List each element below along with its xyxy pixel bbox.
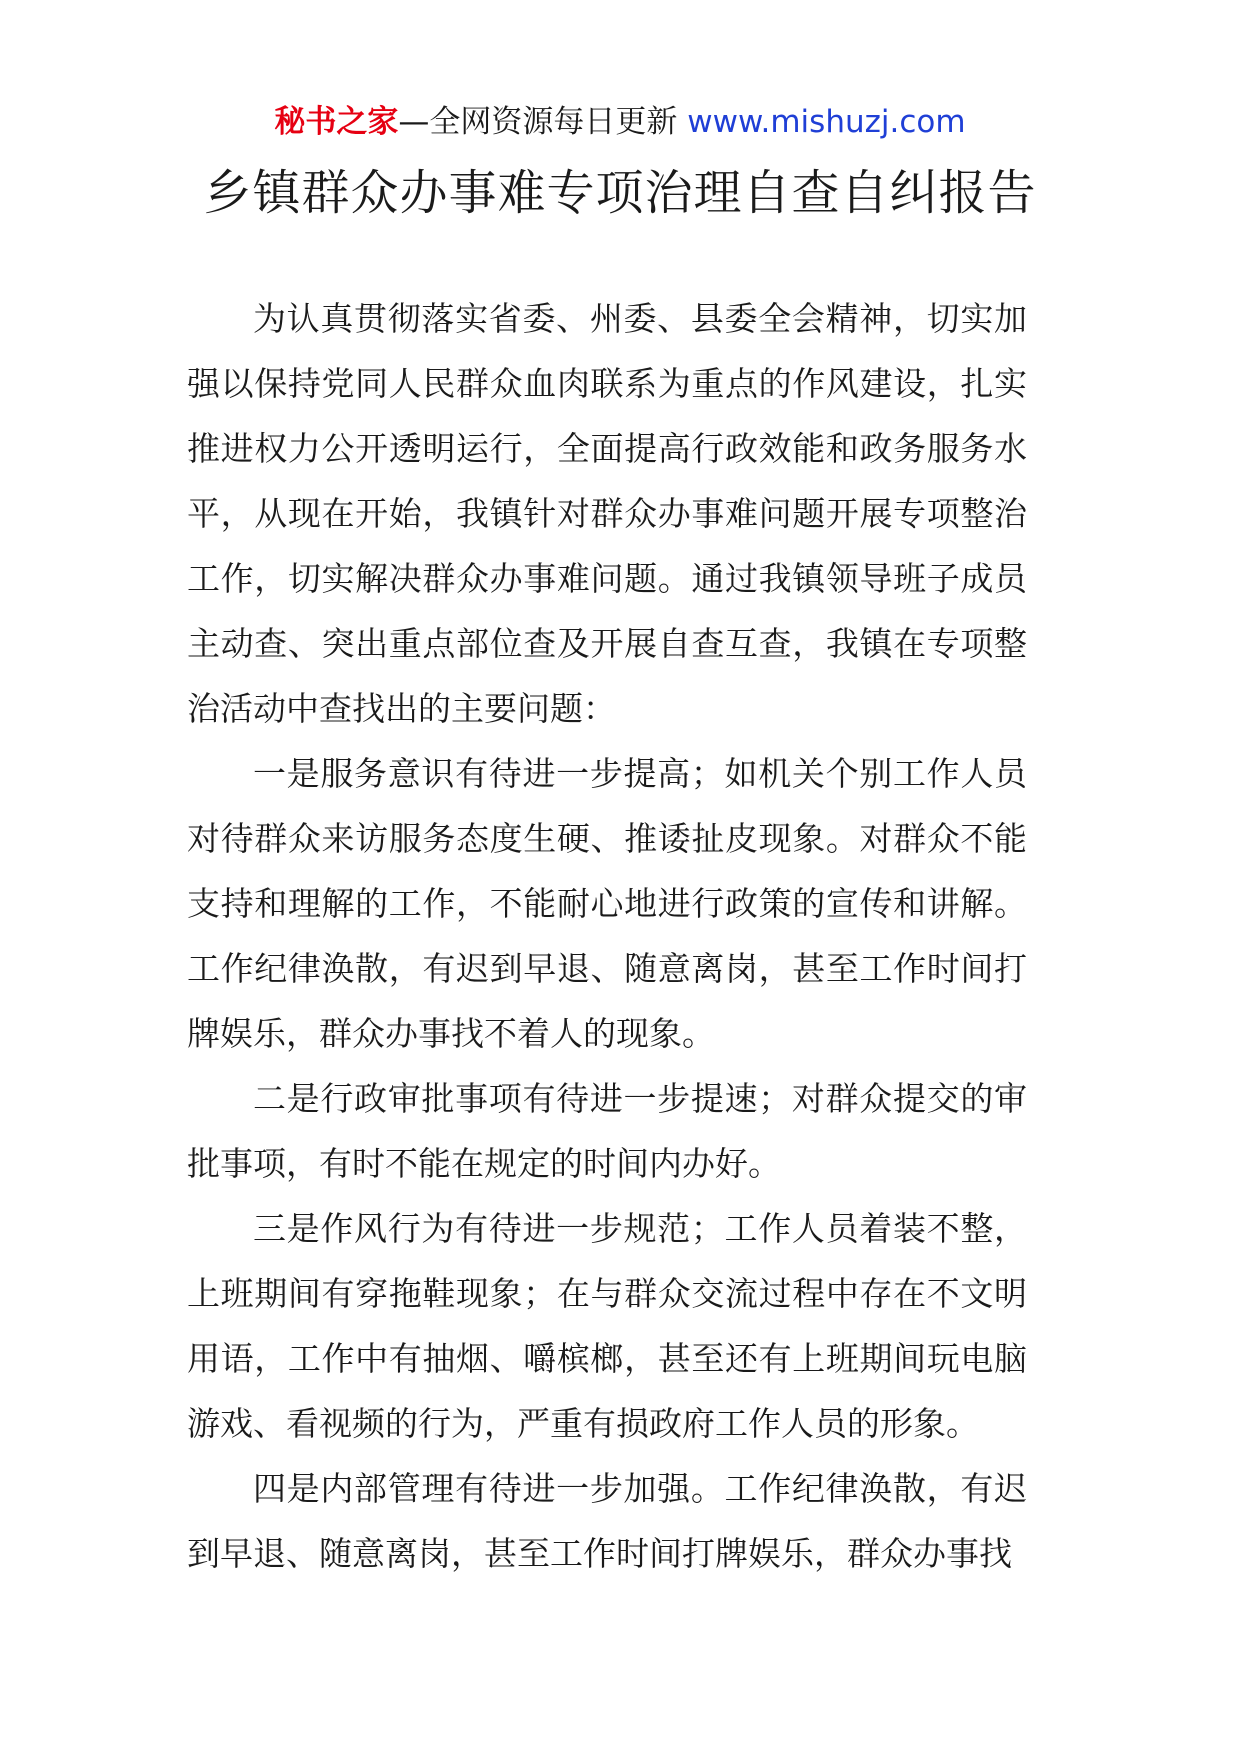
document-body <box>187 286 1027 1586</box>
paragraph-issue-4: 四是内部管理有待进一步加强。工作纪律涣散，有迟到早退、随意离岗，甚至工作时间打牌娱乐，群众办事找 <box>187 1469 1027 1573</box>
site-tagline: —全网资源每日更新 <box>398 104 678 140</box>
paragraph-intro: 为认真贯彻落实省委、州委、县委全会精神，切实加强以保持党同人民群众血肉联系为重点的作风建设，扎实推进权力公开透明运行，全面提高行政效能和政务服务水平，从现在开始，我镇针对群众办事难问题开展专项整治工作，切实解决群众办事难问题。通过我镇领导班子成员主动查、突出重点部位查及开展自查互查，我镇在专项整治活动中查找出的主要问题： <box>187 299 1027 728</box>
paragraph-issue-2: 二是行政审批事项有待进一步提速；对群众提交的审批事项，有时不能在规定的时间内办好。 <box>187 1079 1027 1183</box>
paragraph-issue-1: 一是服务意识有待进一步提高；如机关个别工作人员对待群众来访服务态度生硬、推诿扯皮现象。对群众不能支持和理解的工作，不能耐心地进行政策的宣传和讲解。工作纪律涣散，有迟到早退、随意离岗，甚至工作时间打牌娱乐，群众办事找不着人的现象。 <box>187 754 1027 1053</box>
paragraph-issue-3: 三是作风行为有待进一步规范；工作人员着装不整，上班期间有穿拖鞋现象；在与群众交流过程中存在不文明用语，工作中有抽烟、嚼槟榔，甚至还有上班期间玩电脑游戏、看视频的行为，严重有损政府工作人员的形象。 <box>187 1209 1027 1443</box>
site-header <box>0 100 1240 144</box>
site-brand: 秘书之家 <box>274 104 399 140</box>
document-title: 乡镇群众办事难专项治理自查自纠报告 <box>203 165 1037 221</box>
site-url-link[interactable]: www.mishuzj.com <box>687 104 966 140</box>
